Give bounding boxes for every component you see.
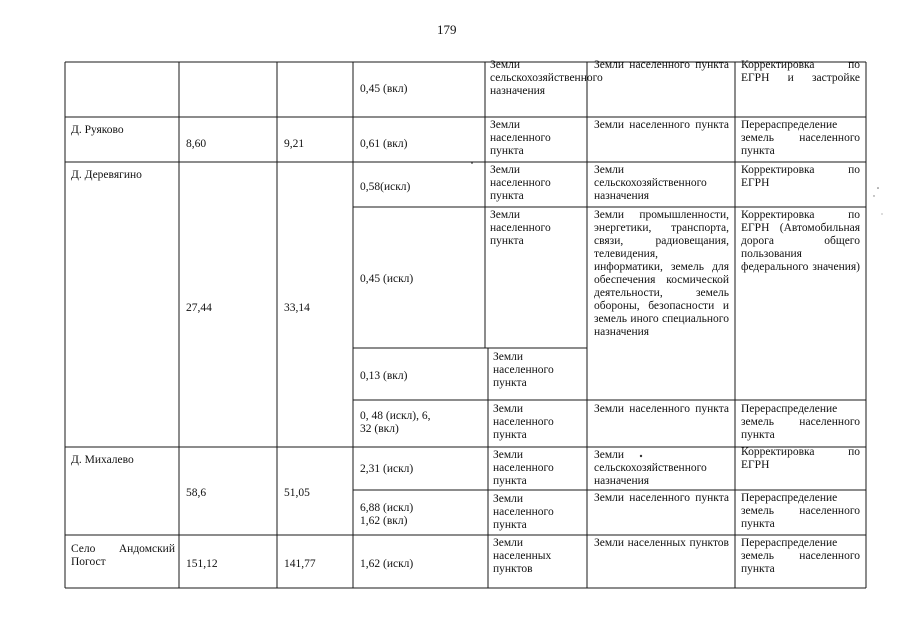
row-0-to: Земли населенного пункта bbox=[594, 59, 729, 71]
row-3-entry-0-from: Земли населенного пункта bbox=[493, 449, 554, 487]
row-4-area-after: 141,77 bbox=[284, 558, 316, 570]
row-4-name: Село Андомский Погост bbox=[71, 543, 175, 568]
row-3-area-after: 51,05 bbox=[284, 487, 310, 499]
row-3-entry-0-to: Земли сельскохозяйственного назначения bbox=[594, 449, 707, 487]
row-2-entry-1-from: Земли населенного пункта bbox=[490, 209, 551, 247]
row-3-name: Д. Михалево bbox=[71, 454, 134, 466]
row-3-entry-1-change: 6,88 (искл) 1,62 (вкл) bbox=[360, 502, 414, 527]
row-2-entry-1-reason: Корректировка по ЕГРН (Автомобильная дорога общего пользования федерального значения) bbox=[741, 209, 860, 273]
row-4-to: Земли населенных пунктов bbox=[594, 537, 729, 549]
row-2-area-after: 33,14 bbox=[284, 302, 310, 314]
row-1-to: Земли населенного пункта bbox=[594, 119, 729, 131]
page-number: 179 bbox=[437, 22, 457, 37]
row-2-entry-0-change: 0,58(искл) bbox=[360, 181, 411, 193]
row-3-entry-1-from: Земли населенного пункта bbox=[493, 493, 554, 531]
row-2-entry-0-to: Земли сельскохозяйственного назначения bbox=[594, 164, 707, 202]
row-0-from: Земли сельскохозяйственного назначения bbox=[490, 59, 603, 97]
row-2-entry-3-reason: Перераспределение земель населенного пункта bbox=[741, 403, 860, 441]
row-2-name: Д. Деревягино bbox=[71, 169, 142, 181]
row-2-entry-0-reason: Корректировка по ЕГРН bbox=[741, 164, 860, 189]
row-1-name: Д. Руяково bbox=[71, 124, 124, 136]
row-2-entry-0-from: Земли населенного пункта bbox=[490, 164, 551, 202]
row-1-area-after: 9,21 bbox=[284, 138, 305, 150]
row-3-entry-1-to: Земли населенного пункта bbox=[594, 492, 729, 504]
row-4-from: Земли населенных пунктов bbox=[493, 537, 552, 575]
row-4-reason: Перераспределение земель населенного пункта bbox=[741, 537, 860, 575]
row-1-area-before: 8,60 bbox=[186, 138, 207, 150]
row-0-reason: Корректировка по ЕГРН и застройке bbox=[741, 59, 860, 84]
row-2-area-before: 27,44 bbox=[186, 302, 212, 314]
row-1-reason: Перераспределение земель населенного пункта bbox=[741, 119, 860, 157]
row-1-from: Земли населенного пункта bbox=[490, 119, 551, 157]
row-3-entry-0-change: 2,31 (искл) bbox=[360, 463, 414, 475]
row-4-change: 1,62 (искл) bbox=[360, 558, 414, 570]
row-4-area-before: 151,12 bbox=[186, 558, 218, 570]
row-2-entry-3-from: Земли населенного пункта bbox=[493, 403, 554, 441]
row-3-entry-0-reason: Корректировка по ЕГРН bbox=[741, 446, 860, 471]
row-2-entry-1-to: Земли промышленности, энергетики, транспорта, связи, радиовещания, телевидения, информатики, земель для обеспечения космической деятельности, земель обороны, безопасности и земель иного специального назначения bbox=[594, 209, 729, 338]
row-2-entry-3-change: 0, 48 (искл), 6, 32 (вкл) bbox=[360, 410, 431, 435]
row-2-entry-3-to: Земли населенного пункта bbox=[594, 403, 729, 415]
row-2-entry-1-change: 0,45 (искл) bbox=[360, 273, 414, 285]
row-3-area-before: 58,6 bbox=[186, 487, 207, 499]
row-0-change: 0,45 (вкл) bbox=[360, 83, 408, 95]
row-3-entry-1-reason: Перераспределение земель населенного пункта bbox=[741, 492, 860, 530]
row-1-change: 0,61 (вкл) bbox=[360, 138, 408, 150]
row-2-entry-2-from: Земли населенного пункта bbox=[493, 351, 554, 389]
row-2-entry-2-change: 0,13 (вкл) bbox=[360, 370, 408, 382]
